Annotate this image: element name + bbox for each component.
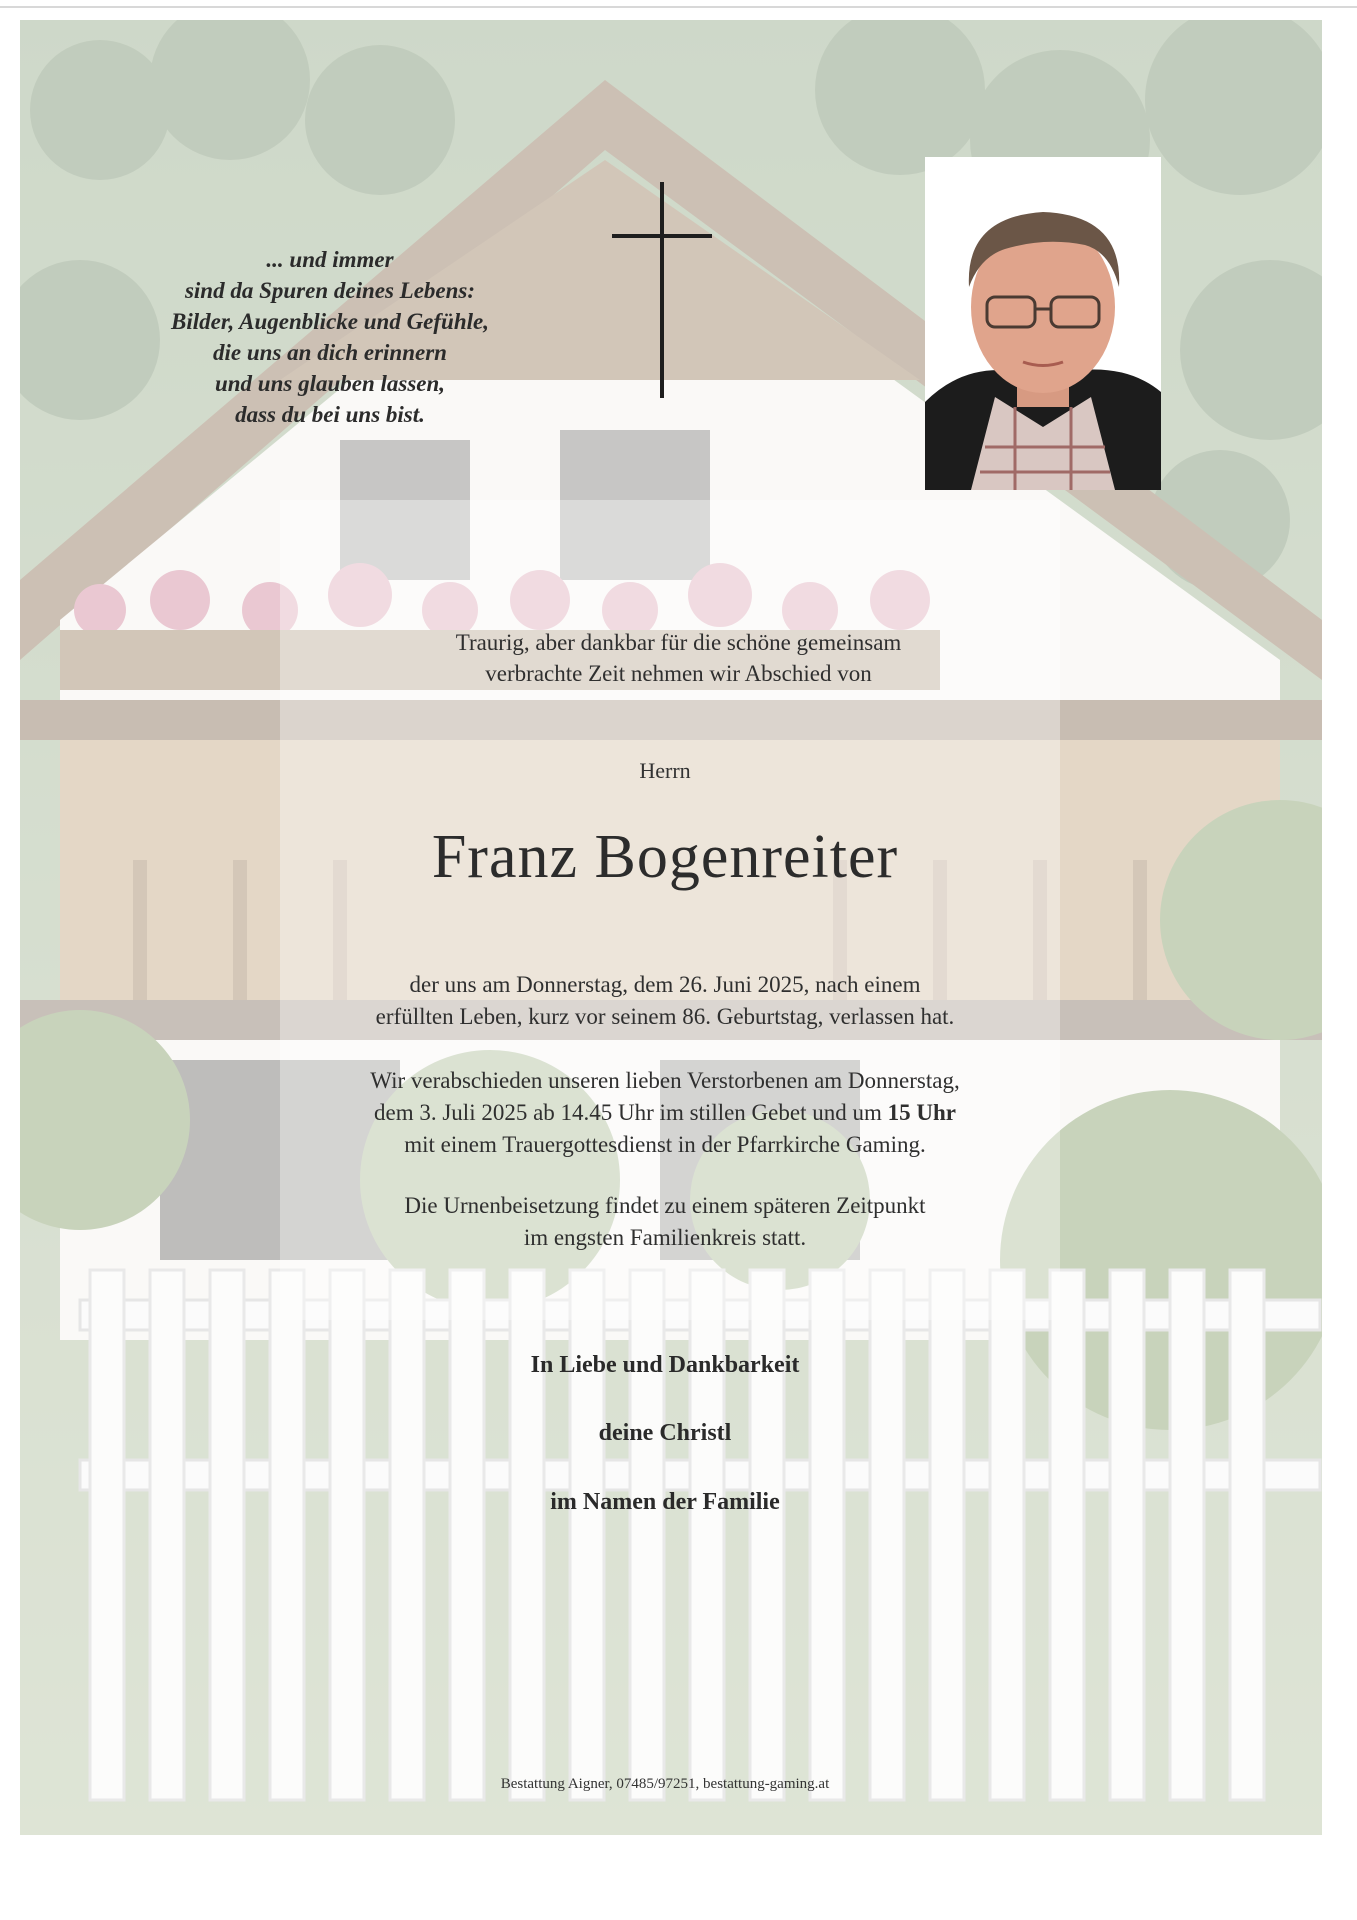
salutation: Herrn	[639, 758, 691, 783]
top-edge-line	[0, 6, 1357, 8]
portrait-photo	[925, 157, 1161, 490]
paragraph-line: mit einem Trauergottesdienst in der Pfarrkirche Gaming.	[404, 1132, 926, 1157]
poem-line: und uns glauben lassen,	[214, 371, 446, 396]
funeral-home-footer: Bestattung Aigner, 07485/97251, bestattung-gaming.at	[500, 1776, 830, 1792]
paragraph-line: Wir verabschieden unseren lieben Verstorbenen am Donnerstag,	[370, 1068, 960, 1093]
poem-line: dass du bei uns bist.	[235, 402, 425, 427]
paragraph-line: im engsten Familienkreis statt.	[523, 1225, 807, 1250]
deceased-name: Franz Bogenreiter	[431, 823, 899, 891]
intro-text	[300, 627, 1057, 689]
death-notice-paragraph	[200, 969, 1130, 1033]
signature-line: im Namen der Familie	[550, 1489, 780, 1515]
intro-line: Traurig, aber dankbar für die schöne gemeinsam	[455, 630, 902, 655]
paragraph-line: der uns am Donnerstag, dem 26. Juni 2025, nach einem	[409, 972, 921, 997]
paragraph-line: Die Urnenbeisetzung findet zu einem späteren Zeitpunkt	[404, 1193, 926, 1218]
poem-line: Bilder, Augenblicke und Gefühle,	[171, 309, 489, 334]
signature-name: deine Christl	[598, 1420, 732, 1446]
intro-line: verbrachte Zeit nehmen wir Abschied von	[485, 661, 872, 686]
poem-line: die uns an dich erinnern	[213, 340, 447, 365]
service-time: 15 Uhr	[887, 1100, 956, 1125]
paragraph-text: dem 3. Juli 2025 ab 14.45 Uhr im stillen Gebet und um	[374, 1100, 888, 1125]
funeral-details-paragraph	[200, 1065, 1130, 1161]
poem-line: sind da Spuren deines Lebens:	[184, 278, 476, 303]
urn-burial-paragraph	[200, 1190, 1130, 1254]
poem-line: ... und immer	[266, 247, 394, 272]
signature-line: In Liebe und Dankbarkeit	[530, 1352, 800, 1378]
paragraph-line: erfüllten Leben, kurz vor seinem 86. Geburtstag, verlassen hat.	[375, 1004, 955, 1029]
paragraph-line	[200, 1097, 1130, 1129]
cross-icon	[612, 182, 712, 398]
poem-verse	[100, 244, 560, 430]
